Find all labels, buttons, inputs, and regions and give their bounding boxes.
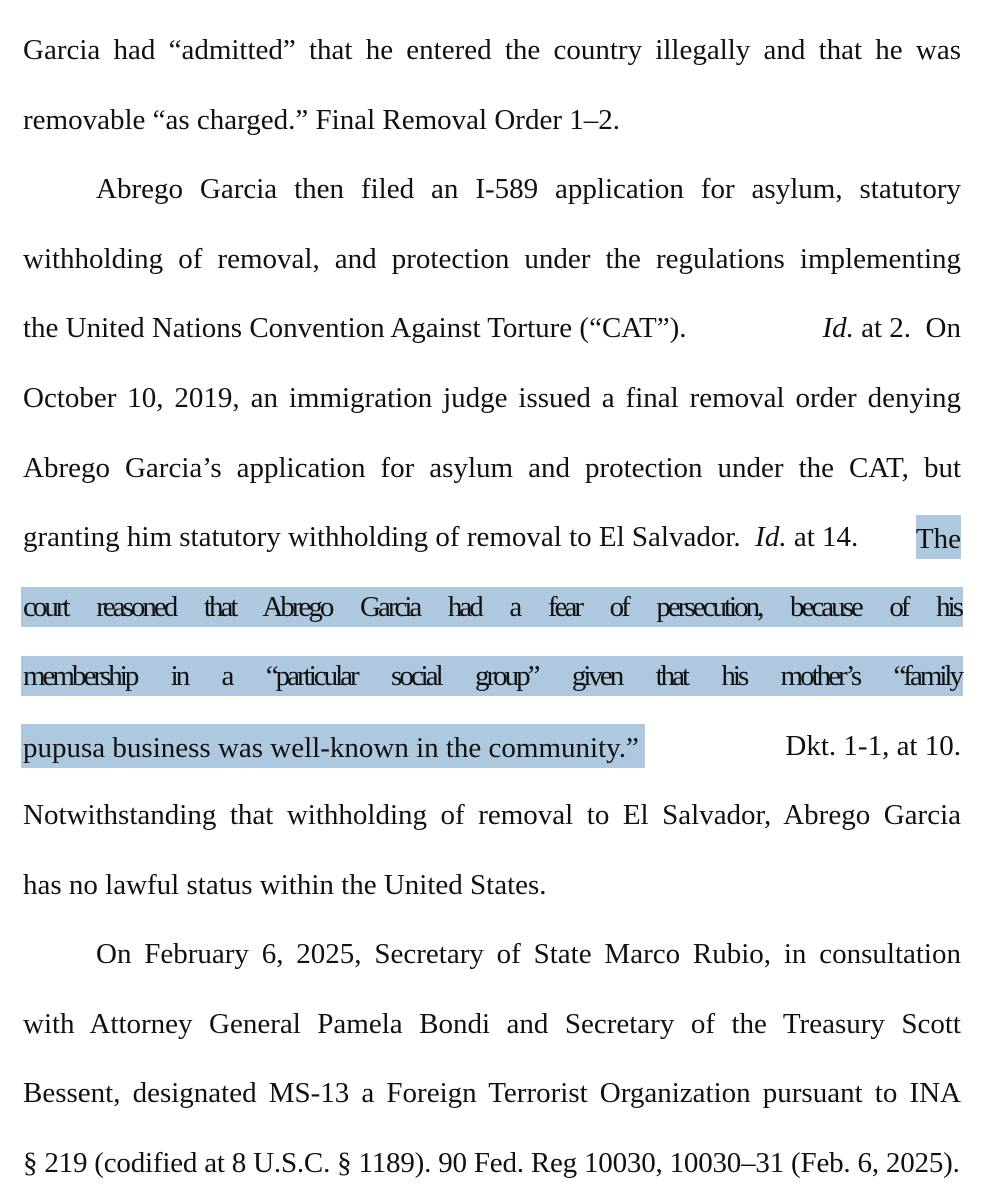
text-line-content: On February 6, 2025, Secretary of State Marco Rubio, in consultation bbox=[96, 938, 961, 970]
text-line-content: removable “as charged.” Final Removal Order 1–2. bbox=[23, 104, 620, 136]
text-line-content: with Attorney General Pamela Bondi and Secretary of the Treasury Scott bbox=[23, 1008, 961, 1040]
paragraph-first-line bbox=[23, 932, 961, 976]
text-line bbox=[23, 28, 961, 72]
text-line-content: the United Nations Convention Against Torture (“CAT”). bbox=[23, 312, 687, 344]
highlighted-text: court reasoned that Abrego Garcia had a fear of persecution, because of his bbox=[23, 591, 961, 623]
text-line bbox=[23, 1141, 961, 1185]
text-line bbox=[23, 446, 961, 490]
text-line-content: granting him statutory withholding of removal to El Salvador. bbox=[23, 521, 741, 553]
highlighted-line[interactable] bbox=[23, 585, 961, 629]
citation-id: Id. bbox=[755, 521, 787, 553]
text-line-content: withholding of removal, and protection under the regulations implementing bbox=[23, 243, 961, 275]
text-line bbox=[23, 515, 961, 559]
text-line bbox=[23, 376, 961, 420]
highlighted-line[interactable] bbox=[23, 654, 961, 698]
highlighted-text[interactable]: pupusa business was well-known in the community.” bbox=[21, 724, 645, 768]
citation-id: Id. bbox=[822, 312, 854, 344]
text-line bbox=[23, 98, 961, 142]
text-line bbox=[23, 863, 961, 907]
text-line-content: has no lawful status within the United States. bbox=[23, 869, 547, 901]
text-line bbox=[23, 724, 961, 768]
text-line bbox=[23, 237, 961, 281]
highlighted-text: membership in a “particular social group” given that his mother’s “family bbox=[23, 660, 961, 692]
text-line-content: at 2. On bbox=[861, 312, 961, 344]
text-line-content: Abrego Garcia’s application for asylum and protection under the CAT, but bbox=[23, 452, 961, 484]
text-line bbox=[23, 1002, 961, 1046]
text-line-content: Bessent, designated MS-13 a Foreign Terrorist Organization pursuant to INA bbox=[23, 1077, 961, 1109]
text-line bbox=[23, 306, 961, 350]
text-line-content: October 10, 2019, an immigration judge issued a final removal order denying bbox=[23, 382, 961, 414]
text-line bbox=[23, 1071, 961, 1115]
text-line-content: § 219 (codified at 8 U.S.C. § 1189). 90 Fed. Reg 10030, 10030–31 (Feb. 6, 2025). bbox=[23, 1147, 960, 1179]
text-line-content: Abrego Garcia then filed an I-589 application for asylum, statutory bbox=[96, 173, 961, 205]
text-line-content: Notwithstanding that withholding of removal to El Salvador, Abrego Garcia bbox=[23, 799, 961, 831]
text-line bbox=[23, 793, 961, 837]
highlighted-text[interactable]: The bbox=[916, 515, 961, 559]
text-line-content: at 14. bbox=[793, 521, 859, 553]
text-line-content: Dkt. 1-1, at 10. bbox=[785, 730, 961, 762]
text-line-content: Garcia had “admitted” that he entered the country illegally and that he was bbox=[23, 34, 961, 66]
paragraph-first-line bbox=[23, 167, 961, 211]
